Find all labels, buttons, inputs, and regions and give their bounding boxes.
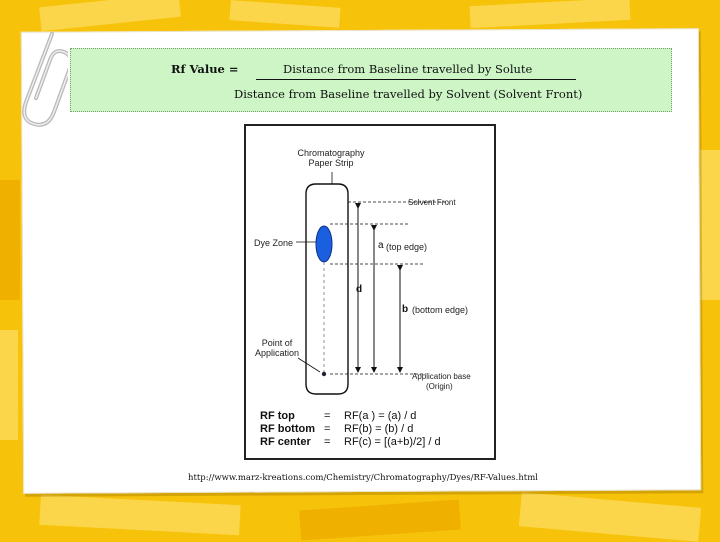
background-patch xyxy=(229,0,340,28)
paperclip-icon xyxy=(12,22,68,132)
b-note: (bottom edge) xyxy=(412,305,469,315)
app-base-line1: Application base xyxy=(412,372,471,381)
fraction-bar xyxy=(256,79,576,80)
source-citation: http://www.marz-kreations.com/Chemistry/Chromatography/Dyes/RF-Values.html xyxy=(188,473,538,483)
point-line2: Application xyxy=(254,348,300,358)
background-patch xyxy=(700,150,720,300)
background-patch xyxy=(39,495,240,535)
d-letter: d xyxy=(356,284,363,295)
rf-row-label: RF bottom xyxy=(260,423,315,435)
rf-row-equals: = xyxy=(324,410,331,422)
rf-formula-box xyxy=(70,48,672,112)
formula-numerator: Distance from Baseline travelled by Solute xyxy=(283,62,533,76)
rf-row-equals: = xyxy=(324,436,331,448)
app-base-line2: (Origin) xyxy=(426,382,453,391)
rf-row-expression: RF(b) = (b) / d xyxy=(344,423,414,435)
rf-row-expression: RF(a ) = (a) / d xyxy=(344,410,417,422)
background-patch xyxy=(0,180,20,300)
origin-leader xyxy=(298,358,320,372)
strip-title-line1: Chromatography xyxy=(297,148,365,158)
dye-zone-label: Dye Zone xyxy=(254,238,294,248)
origin-dot xyxy=(322,372,326,376)
solvent-front-label: Solvent Front xyxy=(408,198,456,207)
application-base-label xyxy=(412,372,471,392)
strip-title-line2: Paper Strip xyxy=(308,158,354,168)
point-of-application-label xyxy=(246,338,308,358)
rf-row-equals: = xyxy=(324,423,331,435)
rf-row-label: RF center xyxy=(260,436,311,448)
chromatography-diagram xyxy=(244,124,496,460)
b-letter: b xyxy=(402,304,409,315)
background-patch xyxy=(470,0,631,28)
a-letter: a xyxy=(378,240,384,251)
point-line1: Point of xyxy=(261,338,293,348)
background-patch xyxy=(0,330,18,440)
rf-row-expression: RF(c) = [(a+b)/2] / d xyxy=(344,436,441,448)
a-note: (top edge) xyxy=(386,242,428,252)
strip-title xyxy=(286,148,376,168)
dye-zone-spot xyxy=(316,226,332,262)
paper-strip xyxy=(306,184,348,394)
formula-denominator: Distance from Baseline travelled by Solvent (Solvent Front) xyxy=(234,87,583,101)
background-patch xyxy=(299,499,461,540)
diagram-drawing xyxy=(246,126,494,458)
background-patch xyxy=(519,492,701,542)
rf-row-label: RF top xyxy=(260,410,295,422)
formula-lhs: Rf Value = xyxy=(171,62,239,76)
